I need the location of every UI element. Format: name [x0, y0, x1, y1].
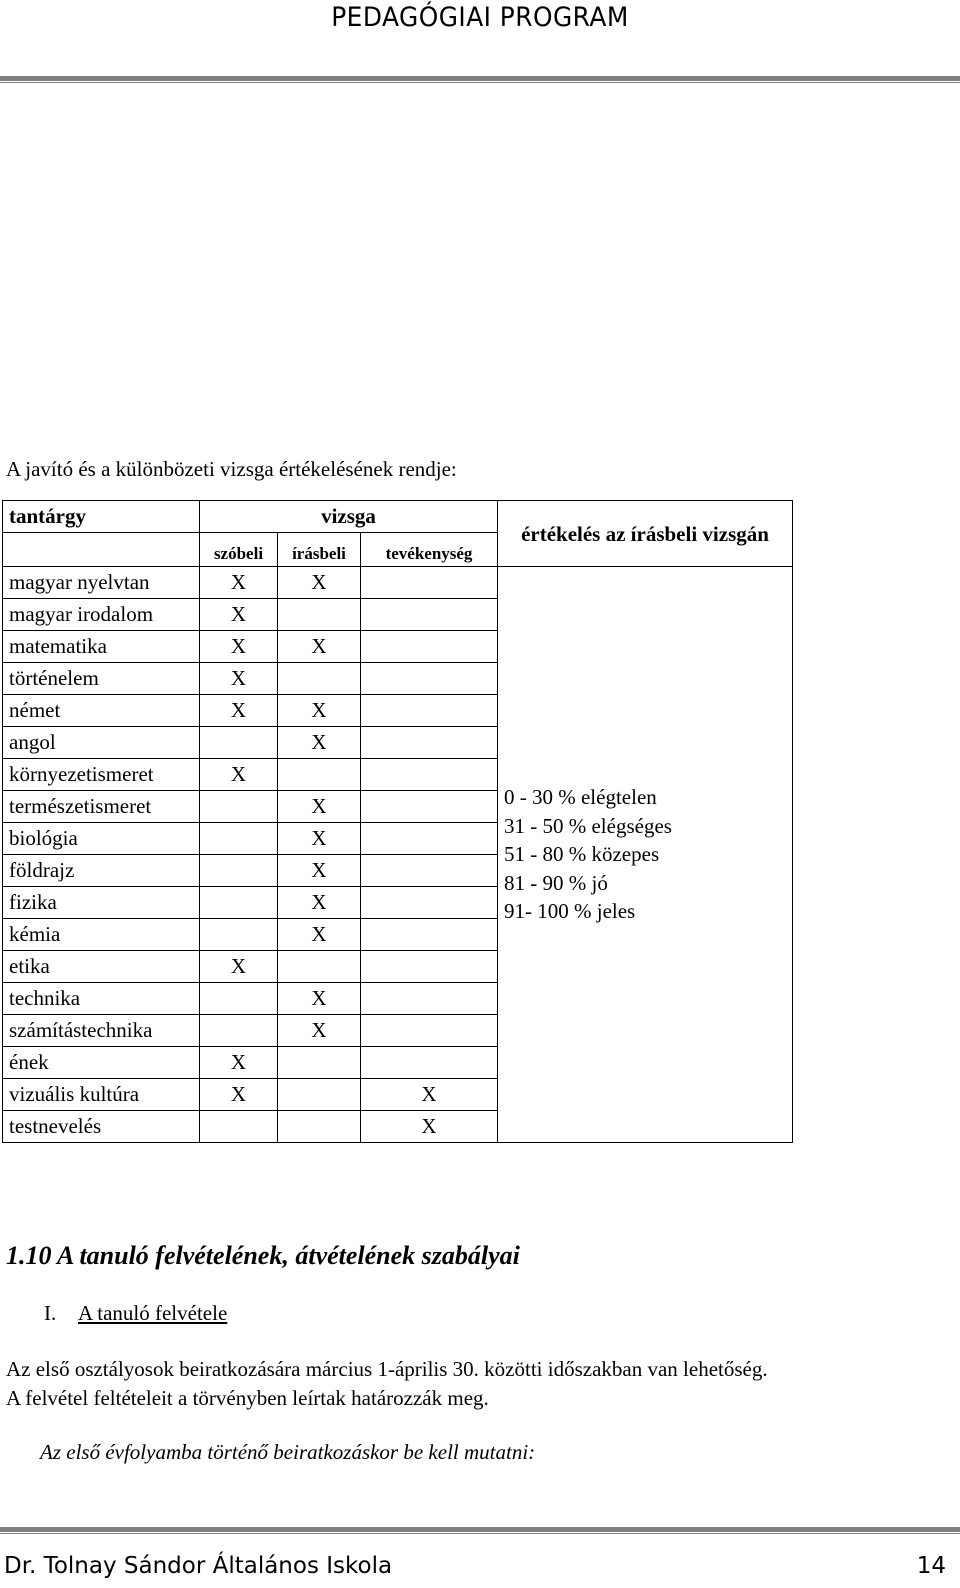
footer-rule [0, 1527, 960, 1532]
grading-scale-line: 31 - 50 % elégséges [504, 813, 672, 838]
sub-heading-title: A tanuló felvétele [78, 1301, 228, 1325]
oral-cell: X [200, 567, 278, 599]
grading-scale-line: 91- 100 % jeles [504, 899, 636, 924]
subject-cell: számítástechnika [3, 1015, 200, 1047]
activity-cell [361, 695, 498, 727]
written-cell [278, 599, 361, 631]
section-heading: 1.10 A tanuló felvételének, átvételének szabályai [6, 1241, 520, 1270]
written-cell: X [278, 567, 361, 599]
written-cell [278, 1079, 361, 1111]
oral-cell [200, 983, 278, 1015]
activity-cell [361, 759, 498, 791]
written-cell [278, 663, 361, 695]
subject-cell: vizuális kultúra [3, 1079, 200, 1111]
footer-page-number: 14 [916, 1553, 946, 1579]
written-cell: X [278, 887, 361, 919]
oral-cell [200, 855, 278, 887]
footer-school-name: Dr. Tolnay Sándor Általános Iskola [4, 1553, 393, 1579]
grading-scale-line: 0 - 30 % elégtelen [504, 785, 657, 810]
subject-cell: testnevelés [3, 1111, 200, 1143]
activity-cell [361, 663, 498, 695]
written-cell [278, 1111, 361, 1143]
subject-cell: földrajz [3, 855, 200, 887]
oral-cell: X [200, 759, 278, 791]
exam-evaluation-table [2, 500, 793, 1143]
written-cell: X [278, 695, 361, 727]
activity-cell: X [361, 1111, 498, 1143]
subheader-activity: tevékenység [361, 533, 498, 567]
header-rule-thin [0, 82, 960, 83]
footer-rule-thin [0, 1533, 960, 1534]
subject-cell: környezetismeret [3, 759, 200, 791]
activity-cell [361, 1015, 498, 1047]
table-row [3, 567, 793, 599]
subheader-oral: szóbeli [200, 533, 278, 567]
subject-cell: kémia [3, 919, 200, 951]
oral-cell: X [200, 1079, 278, 1111]
subject-cell: történelem [3, 663, 200, 695]
written-cell: X [278, 919, 361, 951]
written-cell: X [278, 631, 361, 663]
subject-cell: biológia [3, 823, 200, 855]
paragraph [6, 1355, 768, 1413]
sub-heading [44, 1301, 227, 1326]
activity-cell [361, 599, 498, 631]
written-cell: X [278, 823, 361, 855]
paragraph-line-2: A felvétel feltételeit a törvényben leírtak határozzák meg. [6, 1386, 489, 1410]
written-cell: X [278, 855, 361, 887]
header-subject-blank [3, 533, 200, 567]
paragraph-line-1: Az első osztályosok beiratkozására március 1-április 30. közötti időszakban van lehetőség. [6, 1357, 768, 1381]
oral-cell [200, 823, 278, 855]
table-header-row [3, 501, 793, 533]
subheader-written: írásbeli [278, 533, 361, 567]
written-cell: X [278, 1015, 361, 1047]
page-header-title: PEDAGÓGIAI PROGRAM [331, 2, 629, 33]
activity-cell [361, 727, 498, 759]
subject-cell: etika [3, 951, 200, 983]
subject-cell: német [3, 695, 200, 727]
written-cell: X [278, 983, 361, 1015]
oral-cell: X [200, 951, 278, 983]
activity-cell [361, 1047, 498, 1079]
subject-cell: matematika [3, 631, 200, 663]
activity-cell [361, 983, 498, 1015]
oral-cell: X [200, 1047, 278, 1079]
activity-cell [361, 791, 498, 823]
subject-cell: magyar irodalom [3, 599, 200, 631]
written-cell [278, 759, 361, 791]
grading-scale-line: 51 - 80 % közepes [504, 842, 660, 867]
header-subject: tantárgy [3, 501, 200, 533]
activity-cell: X [361, 1079, 498, 1111]
oral-cell: X [200, 695, 278, 727]
written-cell [278, 1047, 361, 1079]
grading-scale-line: 81 - 90 % jó [504, 870, 608, 895]
oral-cell [200, 1111, 278, 1143]
oral-cell [200, 791, 278, 823]
written-cell: X [278, 791, 361, 823]
oral-cell [200, 727, 278, 759]
activity-cell [361, 567, 498, 599]
subject-cell: magyar nyelvtan [3, 567, 200, 599]
subject-cell: természetismeret [3, 791, 200, 823]
oral-cell [200, 887, 278, 919]
italic-note: Az első évfolyamba történő beiratkozáskor be kell mutatni: [40, 1440, 536, 1464]
activity-cell [361, 951, 498, 983]
activity-cell [361, 631, 498, 663]
subject-cell: technika [3, 983, 200, 1015]
sub-heading-number: I. [44, 1301, 57, 1325]
written-cell: X [278, 727, 361, 759]
oral-cell: X [200, 631, 278, 663]
oral-cell: X [200, 663, 278, 695]
written-cell [278, 951, 361, 983]
activity-cell [361, 823, 498, 855]
grading-scale-cell [498, 567, 793, 1143]
header-evaluation: értékelés az írásbeli vizsgán [498, 501, 793, 567]
activity-cell [361, 855, 498, 887]
intro-text: A javító és a különbözeti vizsga értékelésének rendje: [6, 457, 457, 481]
oral-cell [200, 919, 278, 951]
header-rule [0, 76, 960, 81]
subject-cell: fizika [3, 887, 200, 919]
subject-cell: angol [3, 727, 200, 759]
oral-cell [200, 1015, 278, 1047]
header-exam: vizsga [200, 501, 498, 533]
activity-cell [361, 887, 498, 919]
activity-cell [361, 919, 498, 951]
oral-cell: X [200, 599, 278, 631]
subject-cell: ének [3, 1047, 200, 1079]
